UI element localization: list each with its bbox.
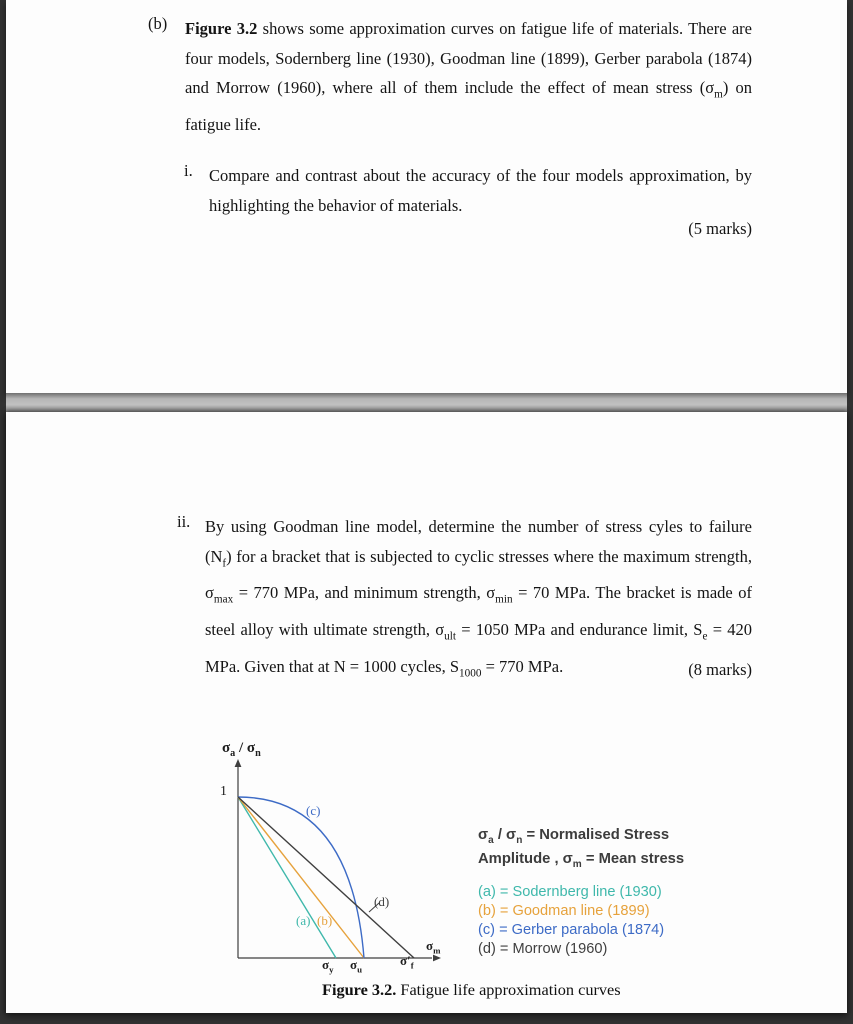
- figure-caption: [322, 980, 621, 1000]
- x-tick-sigma-y: $\sigma_y$: [322, 957, 334, 975]
- y-axis-label: $\sigma_a / \sigma_n$: [222, 740, 261, 759]
- page-1: [6, 0, 847, 393]
- item-ii-marks: (8 marks): [688, 660, 752, 679]
- page-2: [6, 412, 847, 1013]
- figure-caption-text: Fatigue life approximation curves: [396, 980, 621, 999]
- curve-a-sodernberg: [238, 797, 336, 958]
- figure-3-2: [216, 742, 816, 994]
- legend-entry-c: (c) = Gerber parabola (1874): [478, 921, 665, 938]
- legend-definition-line-1: $\sigma_a / \sigma_n$ = Normalised Stress: [478, 827, 670, 846]
- question-intro-text: Figure 3.2 shows some approximation curves on fatigue life of materials. There are four models, Sodernberg line (1930), Goodman line (1899), Gerber parabola (1874) and Morrow (1960), where all of them include the effect of mean stress $(\sigma_m)$ on fatigue life.: [185, 19, 752, 134]
- legend-entry-d: (d) = Morrow (1960): [478, 940, 608, 957]
- curve-label-c: (c): [306, 803, 321, 818]
- x-axis-label-sigma-m: $\sigma_m$: [426, 938, 441, 956]
- figure-caption-number: Figure 3.2.: [322, 980, 397, 999]
- y-axis-arrow-icon: [235, 759, 242, 767]
- figure-legend: [478, 826, 788, 959]
- legend-entry-b: (b) = Goodman line (1899): [478, 902, 650, 919]
- curve-label-a: (a): [296, 913, 311, 928]
- legend-entry-a: (a) = Sodernberg line (1930): [478, 883, 662, 900]
- x-axis-arrow-icon: [433, 955, 441, 962]
- curve-d-morrow: [238, 797, 414, 958]
- question-part-label: (b): [148, 14, 168, 33]
- x-tick-sigma-f-prime: $\sigma'_f$: [400, 953, 414, 971]
- item-i-marks: (5 marks): [688, 219, 752, 238]
- item-ii-number: ii.: [177, 512, 191, 531]
- item-ii-text: By using Goodman line model, determine the number of stress cyles to failure $(N_f)$ for a bracket that is subjected to cyclic stresses where the maximum strength, $\sigma_{max} = 770$ MPa, and minimum strength, $\sigma_{min} = 70$ MPa. The bracket is made of steel alloy with ultimate strength, $\sigma_{ult} = 1050$ MPa and endurance limit, $S_e = 420$ MPa. Given that at N = 1000 cycles, $S_{1000} = 770$ MPa.: [205, 517, 753, 680]
- item-i-text: Compare and contrast about the accuracy of the four models approximation, by highlighting the behavior of materials.: [209, 166, 752, 215]
- x-tick-sigma-u: $\sigma_u$: [350, 957, 362, 975]
- legend-entries: [478, 883, 788, 959]
- y-tick-1: 1: [220, 783, 227, 798]
- page-break-gap: [6, 393, 847, 412]
- legend-definition-line-2: Amplitude , $\sigma_m$ = Mean stress: [478, 850, 685, 870]
- fatigue-curves-plot: [216, 752, 456, 982]
- curve-label-d: (d): [374, 894, 390, 909]
- curve-label-b: (b): [317, 913, 333, 928]
- item-i-number: i.: [184, 161, 193, 180]
- curve-b-goodman: [238, 797, 364, 958]
